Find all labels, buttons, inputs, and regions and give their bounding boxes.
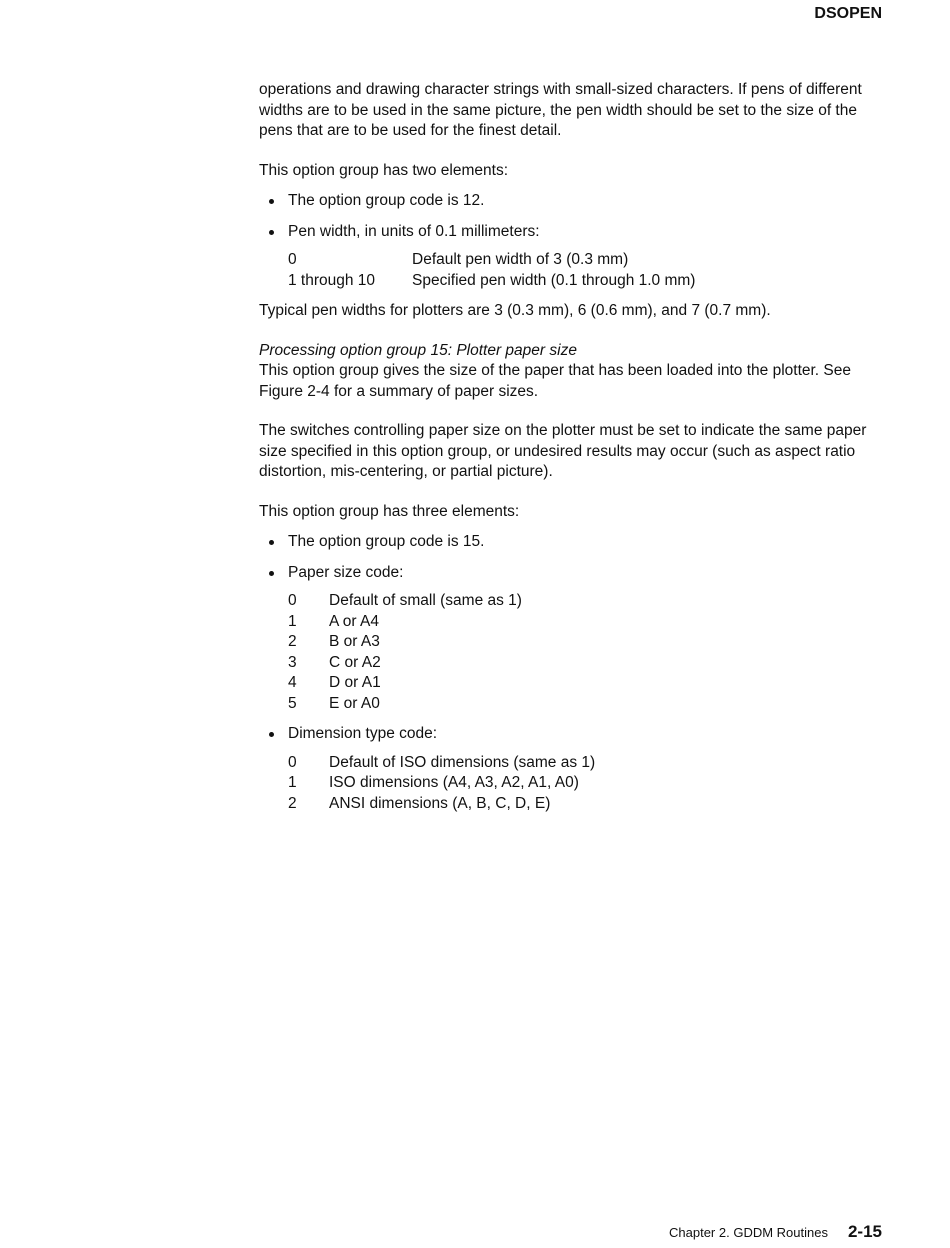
table-row: 5 E or A0 — [288, 694, 380, 712]
table-row: 1 through 10 Specified pen width (0.1 through 1.0 mm) — [288, 271, 696, 289]
paragraph-typical-widths: Typical pen widths for plotters are 3 (0.3 mm), 6 (0.6 mm), and 7 (0.7 mm). — [259, 302, 771, 319]
page-footer — [669, 1222, 882, 1242]
group12-list — [259, 191, 884, 242]
dimension-type-table — [288, 753, 884, 815]
group15-list-cont — [259, 724, 884, 745]
table-row: 0 Default of ISO dimensions (same as 1) — [288, 753, 596, 771]
bullet-icon — [269, 571, 274, 576]
section-heading: Processing option group 15: Plotter paper size — [259, 341, 577, 359]
table-row: 1 A or A4 — [288, 612, 379, 630]
page-body — [259, 80, 884, 824]
list-item: Paper size code: — [259, 563, 884, 584]
footer-chapter: Chapter 2. GDDM Routines — [669, 1225, 828, 1240]
running-head: DSOPEN — [814, 5, 882, 22]
paragraph-pen-width-intro: operations and drawing character strings with small-sized characters. If pens of different widths are to be used in the same picture, the pen width should be set to the size of the pens that are to be used for the finest detail. — [259, 81, 862, 139]
list-item: The option group code is 12. — [259, 191, 884, 212]
table-row: 0 Default pen width of 3 (0.3 mm) — [288, 251, 629, 268]
bullet-icon — [269, 540, 274, 545]
bullet-icon — [269, 230, 274, 235]
paragraph-two-elements: This option group has two elements: — [259, 161, 508, 179]
table-row: 3 C or A2 — [288, 653, 381, 671]
paragraph-three-elements: This option group has three elements: — [259, 502, 520, 520]
page-number: 2-15 — [847, 1222, 882, 1241]
list-item: The option group code is 15. — [259, 532, 884, 553]
table-row: 1 ISO dimensions (A4, A3, A2, A1, A0) — [288, 774, 579, 791]
bullet-icon — [269, 199, 274, 204]
table-row: 4 D or A1 — [288, 674, 381, 691]
bullet-icon — [269, 732, 274, 737]
table-row: 2 B or A3 — [288, 633, 380, 650]
table-row: 2 ANSI dimensions (A, B, C, D, E) — [288, 794, 551, 812]
group15-list — [259, 532, 884, 583]
pen-width-table — [288, 250, 884, 291]
paper-size-table — [288, 591, 884, 714]
paragraph-paper-size: This option group gives the size of the paper that has been loaded into the plotter. See Figure 2-4 for a summary of paper sizes. — [259, 362, 851, 400]
table-row: 0 Default of small (same as 1) — [288, 592, 522, 609]
paragraph-switches: The switches controlling paper size on the plotter must be set to indicate the same paper size specified in this option group, or undesired results may occur (such as aspect ratio distortion, mis-centering, or partial picture). — [259, 422, 867, 480]
list-item: Dimension type code: — [259, 724, 884, 745]
list-item: Pen width, in units of 0.1 millimeters: — [259, 222, 884, 243]
